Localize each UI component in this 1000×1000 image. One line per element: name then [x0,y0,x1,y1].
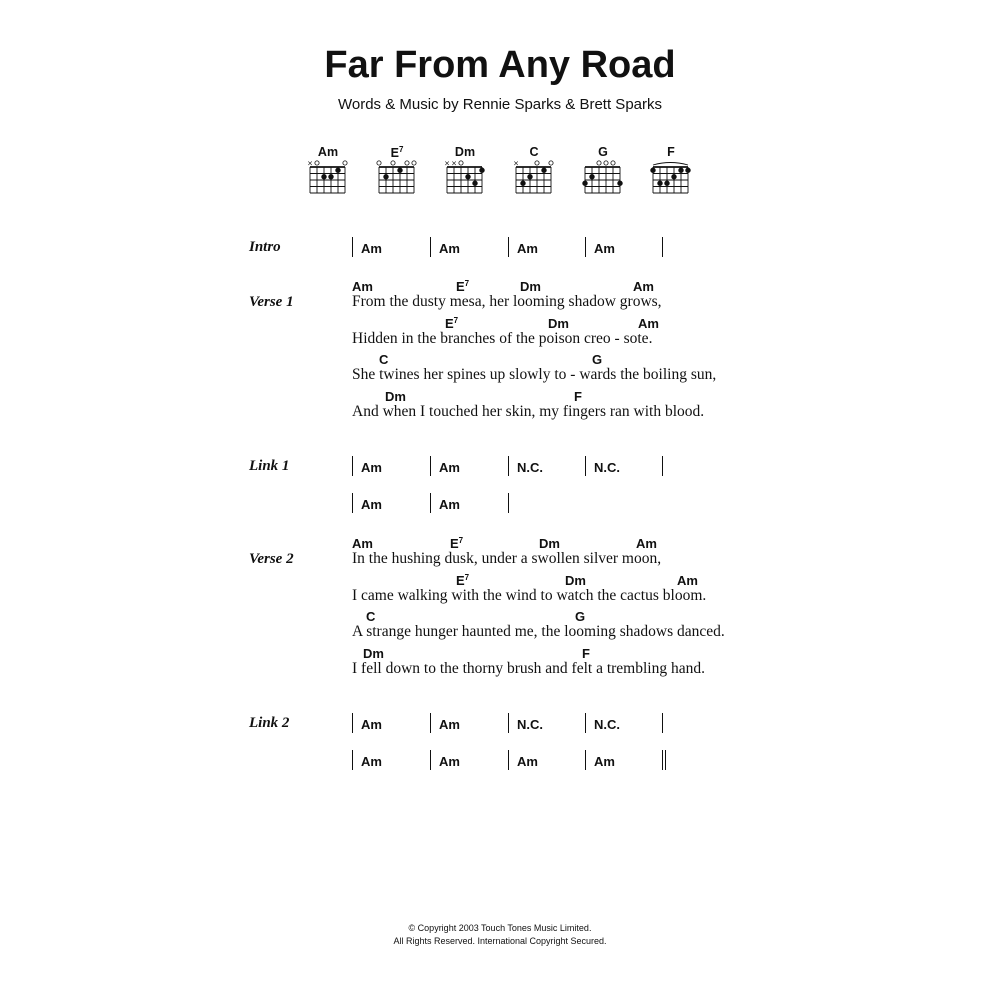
bar-line [430,456,431,476]
bar-line [430,237,431,257]
chord-name-text: E [390,146,399,160]
chord-name-text: Am [439,241,460,256]
chord-name-text: Dm [363,645,384,661]
lyric-chord [352,279,373,294]
bar-chord [361,241,382,256]
bar-line [508,456,509,476]
muted-string-marker: × [307,159,313,168]
chord-name-text: G [598,145,608,159]
bar-line [352,456,353,476]
chord-diagram-grid [649,155,693,199]
lyric-chord [445,316,458,331]
open-string-marker [377,161,381,165]
chord-superscript: 7 [464,572,470,582]
bar-chord [517,754,538,769]
section-label: Verse 2 [249,551,294,567]
song-title: Far From Any Road [324,44,676,86]
finger-dot [582,181,587,186]
chord-name-text: G [592,352,603,367]
lyric-chord [548,316,569,331]
chord-name-text: Am [439,754,460,769]
chord-name-text: Am [361,460,382,475]
finger-dot [397,168,402,173]
finger-dot [527,174,532,179]
finger-dot [664,181,669,186]
chord-name-text: Am [594,754,615,769]
finger-dot [383,174,388,179]
rights-line: All Rights Reserved. International Copyright Secured. [393,936,607,946]
finger-dot [685,168,690,173]
finger-dot [472,181,477,186]
bar-line [430,493,431,513]
bar-chord [517,717,543,732]
finger-dot [328,174,333,179]
chord-name-text: Am [633,279,654,294]
chord-name-text: N.C. [517,460,543,475]
lyric-chord [575,609,585,624]
bar-line [430,750,431,770]
bar-chord [594,754,615,769]
lyric-chord [565,573,586,588]
chord-superscript: 7 [398,145,404,154]
bar-chord [439,460,460,475]
chord-diagram-grid [512,155,556,199]
chord-name-text: Am [361,754,382,769]
finger-dot [520,181,525,186]
chord-superscript: 7 [464,279,470,288]
chord-name-text: Am [636,536,657,551]
barre-arc [653,163,688,166]
lyric-line: I came walking with the wind to watch the cactus bloom. [352,586,707,604]
lyric-chord [592,352,602,367]
lyric-chord [456,279,469,294]
lyric-line: Hidden in the branches of the poison creo - sote. [352,329,653,347]
song-credits: Words & Music by Rennie Sparks & Brett Sparks [337,96,662,113]
chord-name-text: N.C. [594,717,620,732]
bar-line [508,750,509,770]
chord-name-text: Am [361,497,382,512]
bar-line [585,237,586,257]
bar-line [352,493,353,513]
lyric-chord [677,573,698,588]
bar-line [352,750,353,770]
finger-dot [678,168,683,173]
lyric-chord [385,389,406,404]
bar-line [508,713,509,733]
chord-name-text: Am [677,572,698,588]
open-string-marker [597,161,601,165]
chord-diagram-grid [306,155,350,199]
bar-line [585,456,586,476]
chord-name-text: F [574,388,582,404]
lyric-chord [363,646,384,661]
bar-line [430,713,431,733]
lyric-chord [456,573,469,588]
bar-line [662,750,663,770]
chord-name-text: N.C. [594,460,620,475]
chord-name-text: C [366,609,376,624]
bar-chord [439,717,460,732]
chord-name-text: N.C. [517,717,543,732]
lyric-chord [450,536,463,551]
chord-name-text: E [456,572,465,588]
chord-name-text: F [582,645,590,661]
muted-string-marker: × [513,159,519,168]
bar-chord [361,497,382,512]
open-string-marker [549,161,553,165]
finger-dot [479,168,484,173]
chord-name-text: Am [594,241,615,256]
chord-diagram-grid [375,155,419,199]
finger-dot [541,168,546,173]
finger-dot [589,174,594,179]
finger-dot [671,174,676,179]
lyric-line: From the dusty mesa, her looming shadow grows, [352,293,662,310]
chord-name-text: Am [352,536,373,551]
lyric-chord [379,352,388,367]
chord-superscript: 7 [453,315,459,325]
finger-dot [465,174,470,179]
bar-chord [361,717,382,732]
lyric-chord [582,646,590,661]
chord-name-text: C [529,145,539,159]
bar-chord [361,754,382,769]
chord-name-text: E [450,536,459,551]
bar-line [352,713,353,733]
lyric-line: And when I touched her skin, my fingers ran with blood. [352,402,705,420]
chord-name-text: F [667,145,675,159]
lyric-chord [633,279,654,294]
chord-name-text: Dm [565,572,586,588]
bar-chord [361,460,382,475]
bar-line [508,493,509,513]
lyric-chord [638,316,659,331]
chord-name-text: Am [361,717,382,732]
bar-line [508,237,509,257]
chord-name-text: Am [439,460,460,475]
chord-name-text: E [456,279,465,294]
open-string-marker [604,161,608,165]
finger-dot [335,168,340,173]
bar-line [585,750,586,770]
chord-name-text: Am [517,754,538,769]
section-label: Intro [249,239,281,255]
chord-name-text: Dm [520,279,541,294]
copyright-line: © Copyright 2003 Touch Tones Music Limited. [408,923,592,933]
bar-line [352,237,353,257]
chord-name-text: Dm [548,315,569,331]
chord-name-text: Dm [539,536,560,551]
bar-chord [517,460,543,475]
lyric-line: She twines her spines up slowly to - wards the boiling sun, [352,366,717,383]
lyric-chord [574,389,582,404]
muted-string-marker: × [451,159,457,168]
chord-name-text: E [445,315,454,331]
bar-chord [594,717,620,732]
lyric-line: In the hushing dusk, under a swollen silver moon, [352,550,662,567]
lyric-chord [366,609,375,624]
final-bar-line [665,750,666,770]
bar-chord [439,754,460,769]
bar-line [662,713,663,733]
chord-name-text: Am [317,145,339,159]
open-string-marker [405,161,409,165]
section-label: Link 1 [249,458,290,474]
open-string-marker [391,161,395,165]
chord-name-text: Am [439,497,460,512]
muted-string-marker: × [444,159,450,168]
open-string-marker [315,161,319,165]
lyric-chord [636,536,657,551]
chord-name-text: Am [638,315,659,331]
open-string-marker [412,161,416,165]
bar-chord [439,241,460,256]
lyric-line: A strange hunger haunted me, the looming shadows danced. [352,623,725,640]
lyric-chord [539,536,560,551]
chord-name-text: G [575,609,586,624]
bar-line [585,713,586,733]
finger-dot [617,181,622,186]
bar-line [662,237,663,257]
finger-dot [321,174,326,179]
bar-chord [517,241,538,256]
chord-name-text: Am [439,717,460,732]
open-string-marker [535,161,539,165]
bar-line [662,456,663,476]
chord-name-text: Am [352,279,373,294]
chord-diagram-grid [443,155,487,199]
bar-chord [594,460,620,475]
finger-dot [650,168,655,173]
chord-superscript: 7 [458,536,464,545]
section-label: Verse 1 [249,294,294,310]
chord-name-text: Dm [385,388,406,404]
open-string-marker [611,161,615,165]
lyric-line: I fell down to the thorny brush and felt a trembling hand. [352,659,705,677]
bar-chord [439,497,460,512]
bar-chord [594,241,615,256]
chord-name-text: C [379,352,389,367]
lyric-chord [520,279,541,294]
chord-diagram-grid [581,155,625,199]
chord-name-text: Am [361,241,382,256]
chord-name-text: Am [517,241,538,256]
open-string-marker [343,161,347,165]
chord-name-text: Dm [454,145,476,159]
section-label: Link 2 [249,715,290,731]
finger-dot [657,181,662,186]
open-string-marker [459,161,463,165]
lyric-chord [352,536,373,551]
